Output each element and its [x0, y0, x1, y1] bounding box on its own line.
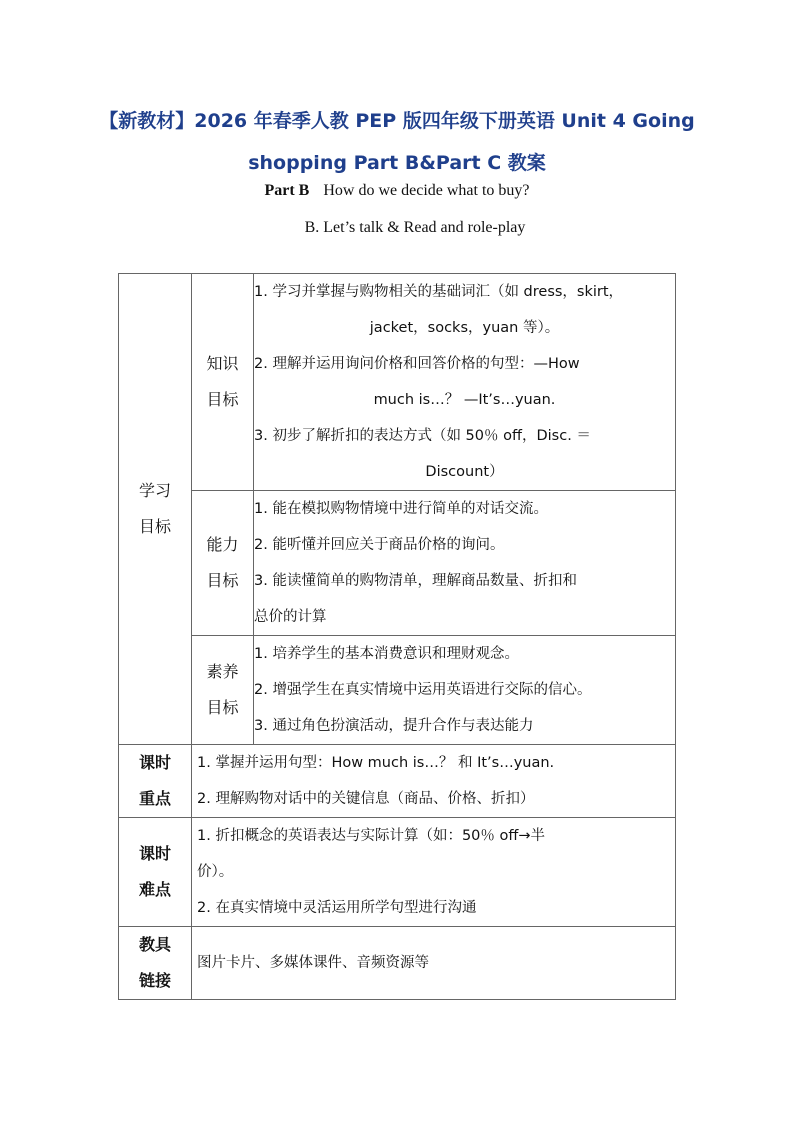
content-line: 2. 理解并运用询问价格和回答价格的句型：—How — [254, 356, 580, 372]
table-row — [119, 745, 676, 818]
literacy-content-cell — [254, 636, 676, 745]
key-points-label-cell — [119, 745, 192, 818]
content-line: 2. 理解购物对话中的关键信息（商品、价格、折扣） — [197, 791, 535, 807]
content-line: 2. 能听懂并回应关于商品价格的询问。 — [254, 537, 505, 553]
content-line: 1. 掌握并运用句型：How much is…？ 和 It’s…yuan. — [197, 755, 555, 771]
ability-label-cell — [192, 491, 254, 636]
document-title: 【新教材】2026 年春季人教 PEP 版四年级下册英语 Unit 4 Going shopping Part B&Part C 教案 — [99, 110, 695, 174]
objectives-label-cell — [119, 274, 192, 745]
content-line: 3. 通过角色扮演活动，提升合作与表达能力 — [254, 718, 534, 734]
difficulties-label-cell — [119, 818, 192, 927]
content-line: much is…？ —It’s…yuan. — [373, 392, 556, 408]
literacy-label-cell — [192, 636, 254, 745]
resources-content-cell — [192, 927, 676, 1000]
row-label: 目标 — [206, 390, 239, 409]
part-label: Part B — [264, 182, 310, 199]
table-row — [119, 491, 676, 636]
content-line: 1. 折扣概念的英语表达与实际计算（如：50％ off→半 — [197, 828, 546, 844]
row-label: 目标 — [206, 571, 239, 590]
content-line: 2. 在真实情境中灵活运用所学句型进行沟通 — [197, 900, 477, 916]
row-label: 知识 — [206, 354, 239, 373]
row-label: 课时 — [138, 844, 171, 863]
difficulties-content-cell — [192, 818, 676, 927]
content-line: jacket，socks，yuan 等）。 — [369, 320, 560, 336]
lesson-plan-table — [118, 273, 676, 1000]
key-points-content-cell — [192, 745, 676, 818]
content-line: 1. 学习并掌握与购物相关的基础词汇（如 dress，skirt， — [254, 284, 624, 300]
content-line: 3. 初步了解折扣的表达方式（如 50％ off，Disc. ＝ — [254, 428, 591, 444]
ability-content-cell — [254, 491, 676, 636]
table-row — [119, 636, 676, 745]
row-label: 目标 — [206, 698, 239, 717]
knowledge-content-cell — [254, 274, 676, 491]
row-label: 学习 — [138, 481, 171, 500]
resources-label-cell — [119, 927, 192, 1000]
row-label: 链接 — [138, 971, 171, 990]
table-row — [119, 818, 676, 927]
knowledge-label-cell — [192, 274, 254, 491]
section-heading: B. Let’s talk & Read and role-play — [304, 219, 526, 236]
content-line: 3. 能读懂简单的购物清单，理解商品数量、折扣和 — [254, 573, 577, 589]
table-row — [119, 274, 676, 491]
content-line: 价）。 — [197, 864, 234, 880]
row-label: 重点 — [138, 789, 171, 808]
part-question: How do we decide what to buy? — [323, 182, 530, 199]
content-line: Discount） — [425, 464, 504, 480]
part-heading — [0, 182, 794, 200]
row-label: 素养 — [206, 662, 239, 681]
row-label: 能力 — [206, 535, 239, 554]
row-label: 目标 — [138, 517, 171, 536]
content-line: 2. 增强学生在真实情境中运用英语进行交际的信心。 — [254, 682, 592, 698]
content-line: 总价的计算 — [254, 609, 327, 625]
row-label: 教具 — [138, 935, 171, 954]
content-line: 1. 能在模拟购物情境中进行简单的对话交流。 — [254, 501, 548, 517]
row-label: 难点 — [138, 880, 171, 899]
content-line: 1. 培养学生的基本消费意识和理财观念。 — [254, 646, 519, 662]
table-row — [119, 927, 676, 1000]
content-line: 图片卡片、多媒体课件、音频资源等 — [197, 955, 429, 971]
row-label: 课时 — [138, 753, 171, 772]
